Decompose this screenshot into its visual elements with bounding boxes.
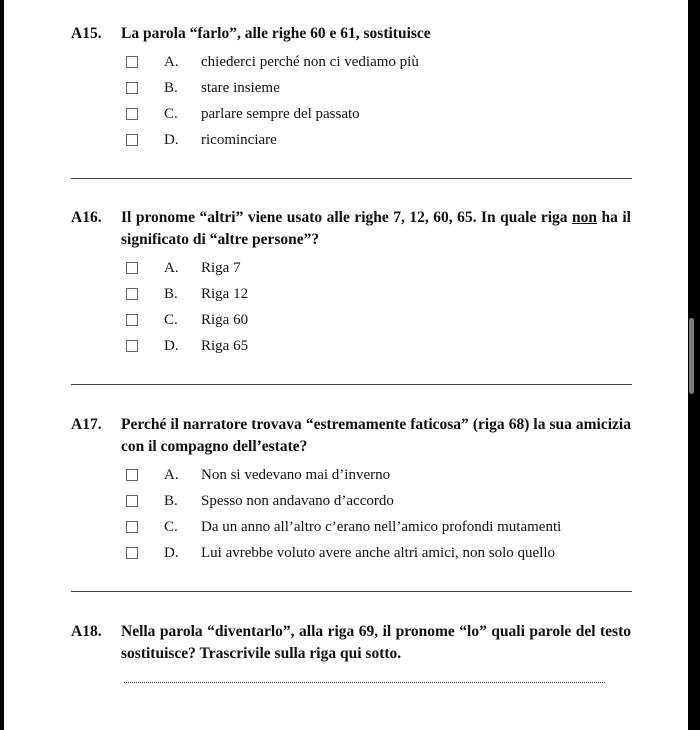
- option-letter: D.: [164, 544, 179, 561]
- checkbox-a[interactable]: [126, 262, 138, 274]
- checkbox-b[interactable]: [126, 288, 138, 300]
- question-number: A15.: [71, 25, 102, 42]
- checkbox-b[interactable]: [126, 82, 138, 94]
- answer-option-c[interactable]: [71, 101, 631, 127]
- question-a16: [71, 207, 631, 359]
- option-text: Riga 60: [201, 311, 249, 328]
- option-text: stare insieme: [201, 79, 280, 96]
- divider: [71, 178, 632, 179]
- option-text: Spesso non andavano d’accordo: [201, 492, 394, 509]
- option-letter: B.: [164, 492, 178, 509]
- checkbox-d[interactable]: [126, 134, 138, 146]
- question-number: A18.: [71, 623, 102, 640]
- checkbox-c[interactable]: [126, 521, 138, 533]
- option-text: chiederci perché non ci vediamo più: [201, 53, 419, 70]
- question-number: A16.: [71, 209, 102, 226]
- option-letter: C.: [164, 518, 178, 535]
- checkbox-a[interactable]: [126, 469, 138, 481]
- answer-option-c[interactable]: [71, 307, 631, 333]
- checkbox-c[interactable]: [126, 314, 138, 326]
- option-letter: A.: [164, 53, 179, 70]
- question-text: Perché il narratore trovava “estremamente faticosa” (riga 68) la sua amicizia con il compagno dell’estate?: [121, 416, 631, 455]
- option-text: Non si vedevano mai d’inverno: [201, 466, 391, 483]
- answer-option-d[interactable]: [71, 127, 631, 153]
- option-letter: A.: [164, 259, 179, 276]
- option-letter: D.: [164, 337, 179, 354]
- question-a18: [71, 621, 631, 665]
- option-text: Riga 7: [201, 259, 241, 276]
- option-letter: D.: [164, 131, 179, 148]
- answer-option-c[interactable]: [71, 514, 631, 540]
- answer-line[interactable]: [124, 682, 605, 683]
- scrollbar[interactable]: [689, 318, 694, 394]
- option-letter: C.: [164, 105, 178, 122]
- option-text: Lui avrebbe voluto avere anche altri amici, non solo quello: [201, 544, 556, 561]
- option-letter: A.: [164, 466, 179, 483]
- question-text: Nella parola “diventarlo”, alla riga 69, il pronome “lo” quali parole del testo sostituisce? Trascrivile sulla riga qui sotto.: [121, 623, 631, 662]
- option-letter: B.: [164, 79, 178, 96]
- checkbox-b[interactable]: [126, 495, 138, 507]
- option-text: ricominciare: [201, 131, 277, 148]
- answer-option-a[interactable]: [71, 462, 631, 488]
- checkbox-a[interactable]: [126, 56, 138, 68]
- question-text: Il pronome “altri” viene usato alle righe 7, 12, 60, 65. In quale riga non ha il significato di “altre persone”?: [121, 209, 631, 248]
- option-text: parlare sempre del passato: [201, 105, 360, 122]
- divider: [71, 591, 632, 592]
- document-page: [4, 0, 688, 730]
- option-letter: C.: [164, 311, 178, 328]
- answer-option-a[interactable]: [71, 255, 631, 281]
- answer-option-a[interactable]: [71, 49, 631, 75]
- option-text: Da un anno all’altro c’erano nell’amico profondi mutamenti: [201, 518, 562, 535]
- checkbox-c[interactable]: [126, 108, 138, 120]
- underlined-word: non: [572, 209, 598, 226]
- answer-option-b[interactable]: [71, 488, 631, 514]
- answer-option-b[interactable]: [71, 75, 631, 101]
- answer-option-b[interactable]: [71, 281, 631, 307]
- option-text: Riga 12: [201, 285, 249, 302]
- answer-option-d[interactable]: [71, 333, 631, 359]
- answer-option-d[interactable]: [71, 540, 631, 566]
- question-a17: [71, 414, 631, 566]
- checkbox-d[interactable]: [126, 340, 138, 352]
- checkbox-d[interactable]: [126, 547, 138, 559]
- question-number: A17.: [71, 416, 102, 433]
- question-text: La parola “farlo”, alle righe 60 e 61, sostituisce: [121, 25, 431, 42]
- option-text: Riga 65: [201, 337, 249, 354]
- divider: [71, 384, 632, 385]
- question-a15: [71, 23, 631, 153]
- option-letter: B.: [164, 285, 178, 302]
